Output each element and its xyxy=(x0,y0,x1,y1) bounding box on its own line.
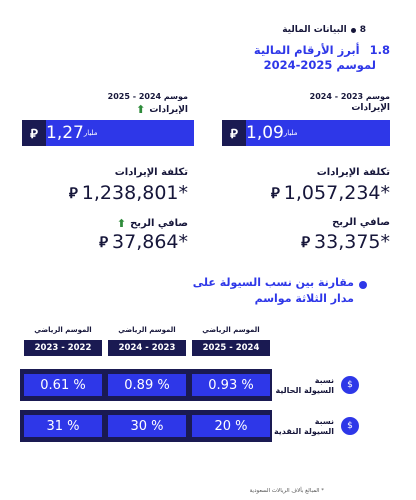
current-ratio-2024: 0.93 % xyxy=(192,374,270,396)
coins-icon: $ xyxy=(341,417,359,435)
current-ratio-2023: 0.89 % xyxy=(108,374,186,396)
riyal-icon: ⃁ xyxy=(68,183,78,202)
profit-value-row-2025 xyxy=(99,231,188,253)
title-line2: لموسم 2025-2024 xyxy=(263,58,376,72)
season-label-2024: موسم 2023 - 2024 xyxy=(309,92,390,101)
cost-value-row-2025 xyxy=(69,182,188,204)
riyal-icon: ⃁ xyxy=(22,120,46,146)
comparison-title xyxy=(154,275,354,307)
coins-icon: $ xyxy=(341,376,359,394)
revenue-unit: مليار xyxy=(83,129,98,137)
profit-value: 33,375* xyxy=(314,231,390,253)
cost-value: 1,238,801* xyxy=(81,182,188,204)
cash-ratio-label: نسبة السيولة النقدية xyxy=(273,417,334,436)
profit-value: 37,864* xyxy=(112,231,188,253)
riyal-icon: ⃁ xyxy=(301,232,311,251)
riyal-icon: ⃁ xyxy=(270,183,280,202)
trend-up-arrow-icon: ⬆ xyxy=(116,217,127,230)
cost-value-row-2024 xyxy=(271,182,390,204)
profit-label: صافي الربح xyxy=(130,218,188,229)
season-label-2025: موسم 2024 - 2025 xyxy=(107,92,188,101)
footnote: * المبالغ بآلاف الريالات السعودية xyxy=(249,488,324,494)
section-heading xyxy=(282,25,366,35)
comparison-title-line1: مقارنة بين نسب السيولة على xyxy=(192,276,354,289)
revenue-heading-2025 xyxy=(136,103,188,116)
bullet-dot-icon xyxy=(359,281,367,289)
cost-value: 1,057,234* xyxy=(283,182,390,204)
cost-label-2024: تكلفة الإيرادات xyxy=(316,167,390,178)
cash-ratio-2022: 31 % xyxy=(24,415,102,437)
revenue-value: 1,27 xyxy=(46,123,84,143)
revenue-label: الإيرادات xyxy=(149,104,188,115)
section-title: البيانات المالية xyxy=(282,25,347,35)
title-line1: أبرز الأرقام المالية xyxy=(253,43,360,57)
revenue-box-2025 xyxy=(22,120,194,146)
season-column-2022: 2023 - 2022 xyxy=(24,340,102,356)
section-number: 8 xyxy=(359,25,366,35)
page-title xyxy=(254,42,390,58)
revenue-box-2024 xyxy=(222,120,390,146)
subsection-number: 1.8 xyxy=(369,43,390,57)
cash-ratio-2023: 30 % xyxy=(108,415,186,437)
column-header: الموسم الرياضي xyxy=(34,326,92,334)
riyal-icon: ⃁ xyxy=(222,120,246,146)
current-ratio-2022: 0.61 % xyxy=(24,374,102,396)
cash-ratio-2024: 20 % xyxy=(192,415,270,437)
revenue-value: 1,09 xyxy=(246,123,284,143)
revenue-label-2024: الإيرادات xyxy=(351,103,390,113)
bullet-dot-icon xyxy=(351,28,356,33)
current-ratio-label: نسبة السيولة الحالية xyxy=(275,376,334,395)
season-column-2024: 2025 - 2024 xyxy=(192,340,270,356)
trend-up-arrow-icon: ⬆ xyxy=(136,103,146,116)
revenue-unit: مليار xyxy=(283,129,298,137)
cost-label-2025: تكلفة الإيرادات xyxy=(114,167,188,178)
comparison-title-line2: مدار الثلاثة مواسم xyxy=(254,292,354,305)
riyal-icon: ⃁ xyxy=(99,232,109,251)
column-header: الموسم الرياضي xyxy=(202,326,260,334)
profit-label-2024: صافي الربح xyxy=(332,217,390,228)
column-header: الموسم الرياضي xyxy=(118,326,176,334)
season-column-2023: 2024 - 2023 xyxy=(108,340,186,356)
profit-heading-2025 xyxy=(117,217,188,230)
profit-value-row-2024 xyxy=(301,231,390,253)
